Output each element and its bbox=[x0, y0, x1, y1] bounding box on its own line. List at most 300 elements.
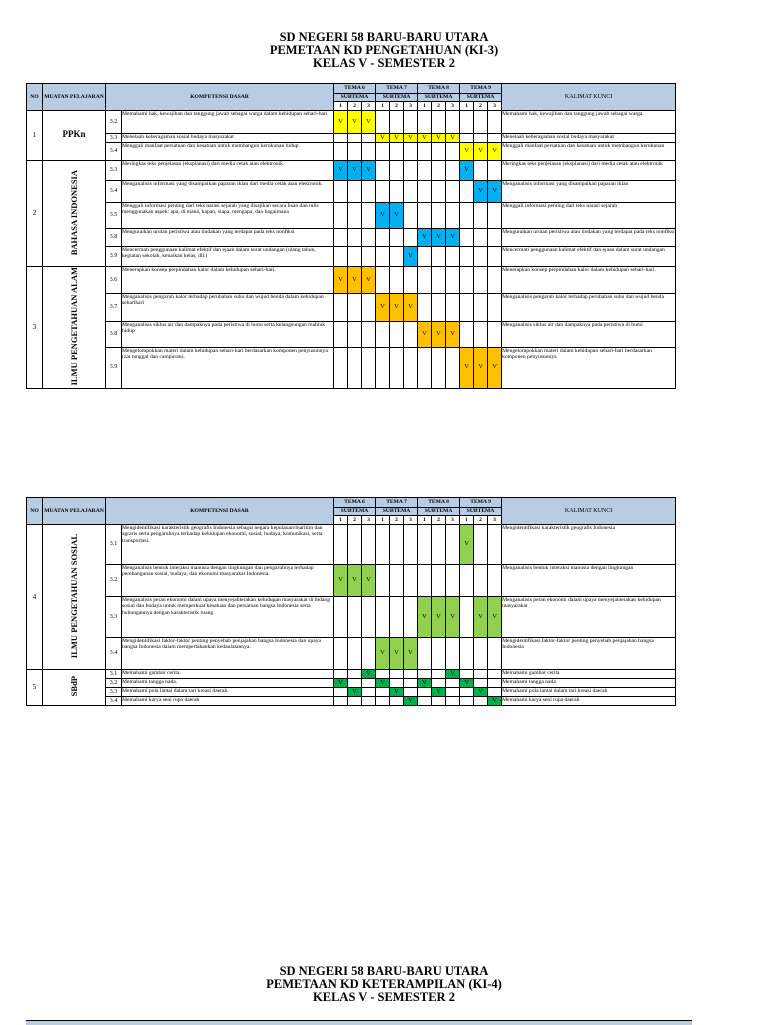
subtema-empty-cell bbox=[432, 525, 446, 565]
subtema-empty-cell bbox=[334, 134, 348, 143]
header-kalimat-kunci: KALIMAT KUNCI bbox=[502, 498, 676, 525]
table-row bbox=[27, 267, 676, 294]
subtema-empty-cell bbox=[334, 293, 348, 321]
subtema-check-cell: V bbox=[404, 638, 418, 670]
kd-code: 3.2 bbox=[106, 111, 122, 134]
subtema-empty-cell bbox=[488, 679, 502, 688]
subtema-empty-cell bbox=[418, 161, 432, 181]
header-subtema: SUBTEMA bbox=[460, 94, 502, 102]
kd-text: Menganalisis peran ekonomi dalam upaya menyejahterakan kehidupan masyarakat di bidang sosial dan budaya untuk memperkuat kesatuan dan persatuan bangsa Indonesia serta hubungannya dengan karakteristik ruang bbox=[122, 597, 334, 638]
subtema-empty-cell bbox=[488, 525, 502, 565]
subtema-empty-cell bbox=[446, 347, 460, 388]
subtema-empty-cell bbox=[460, 322, 474, 347]
subtema-empty-cell bbox=[488, 688, 502, 697]
subtema-check-cell: V bbox=[446, 134, 460, 143]
subtema-empty-cell bbox=[376, 111, 390, 134]
subtema-empty-cell bbox=[334, 670, 348, 679]
subtema-empty-cell bbox=[362, 679, 376, 688]
header-subtema-number: 2 bbox=[348, 516, 362, 525]
subtema-empty-cell bbox=[418, 697, 432, 706]
header-no: NO bbox=[27, 84, 43, 111]
subtema-check-cell: V bbox=[334, 565, 348, 597]
subtema-check-cell: V bbox=[418, 679, 432, 688]
subtema-empty-cell bbox=[418, 565, 432, 597]
subtema-empty-cell bbox=[432, 697, 446, 706]
subtema-empty-cell bbox=[446, 688, 460, 697]
subtema-empty-cell bbox=[390, 347, 404, 388]
kd-mapping-table bbox=[26, 83, 676, 389]
subtema-check-cell: V bbox=[488, 181, 502, 203]
kd-mapping-table bbox=[26, 497, 676, 706]
kd-code: 3.2 bbox=[106, 565, 122, 597]
table-row bbox=[27, 247, 676, 267]
subtema-check-cell: V bbox=[474, 181, 488, 203]
subtema-empty-cell bbox=[432, 267, 446, 294]
subtema-check-cell: V bbox=[488, 697, 502, 706]
subtema-empty-cell bbox=[376, 670, 390, 679]
row-number: 5 bbox=[27, 670, 43, 706]
header-kompetensi-dasar: KOMPETENSI DASAR bbox=[106, 498, 334, 525]
subtema-empty-cell bbox=[418, 525, 432, 565]
kd-code: 3.8 bbox=[106, 229, 122, 247]
kalimat-kunci-text: Mengidentifikasi karakteristik geografis Indonesia bbox=[502, 525, 676, 565]
subtema-check-cell: V bbox=[460, 525, 474, 565]
subtema-empty-cell bbox=[446, 525, 460, 565]
subtema-check-cell: V bbox=[362, 111, 376, 134]
table-row bbox=[27, 322, 676, 347]
subtema-empty-cell bbox=[348, 670, 362, 679]
subtema-empty-cell bbox=[432, 203, 446, 229]
subtema-empty-cell bbox=[390, 161, 404, 181]
subtema-empty-cell bbox=[362, 697, 376, 706]
subtema-empty-cell bbox=[376, 143, 390, 161]
header-subtema-number: 3 bbox=[362, 516, 376, 525]
header-subtema-number: 2 bbox=[390, 516, 404, 525]
subtema-check-cell: V bbox=[460, 143, 474, 161]
kalimat-kunci-text: Menganalisis informasi yang disampaikan paparan iklan bbox=[502, 181, 676, 203]
subtema-empty-cell bbox=[488, 203, 502, 229]
subtema-empty-cell bbox=[488, 247, 502, 267]
subtema-empty-cell bbox=[334, 525, 348, 565]
subtema-empty-cell bbox=[432, 181, 446, 203]
header-subtema-number: 2 bbox=[474, 102, 488, 111]
kd-text: Menerapkan konsep perpindahan kalor dalam kehidupan sehari-hari. bbox=[122, 267, 334, 294]
subject-name: ILMU PENGETAHUAN ALAM bbox=[68, 267, 79, 386]
kalimat-kunci-text: Memahami hak, kewajiban dan tanggung jawab sebagai warga bbox=[502, 111, 676, 134]
subtema-empty-cell bbox=[446, 697, 460, 706]
kalimat-kunci-text: Mengelompokkan materi dalam kehidupan sehari-hari berdasarkan komponen penyusunnya bbox=[502, 347, 676, 388]
table-row bbox=[27, 111, 676, 134]
subtema-empty-cell bbox=[488, 322, 502, 347]
subtema-empty-cell bbox=[418, 347, 432, 388]
subtema-empty-cell bbox=[376, 181, 390, 203]
subtema-empty-cell bbox=[418, 143, 432, 161]
subtema-empty-cell bbox=[404, 679, 418, 688]
document-title: PEMETAAN KD PENGETAHUAN (KI-3) bbox=[269, 43, 499, 57]
table-row bbox=[27, 679, 676, 688]
subtema-empty-cell bbox=[348, 525, 362, 565]
subtema-empty-cell bbox=[418, 670, 432, 679]
kalimat-kunci-text: Memahami karya seni rupa daerah bbox=[502, 697, 676, 706]
subtema-empty-cell bbox=[348, 203, 362, 229]
header-subtema-number: 1 bbox=[418, 516, 432, 525]
table-row bbox=[27, 143, 676, 161]
kd-text: Mengidentifikasi faktor-faktor penting penyebab penjajahan bangsa Indonesia dan upaya bangsa Indonesia dalam mempertahankan kedaulatannya. bbox=[122, 638, 334, 670]
subtema-empty-cell bbox=[446, 679, 460, 688]
header-subtema-number: 3 bbox=[446, 516, 460, 525]
subtema-empty-cell bbox=[404, 161, 418, 181]
subtema-empty-cell bbox=[390, 322, 404, 347]
kd-code: 3.1 bbox=[106, 670, 122, 679]
kalimat-kunci-text: Memahami gambar cerita bbox=[502, 670, 676, 679]
header-tema-6: TEMA 6 bbox=[334, 498, 376, 508]
table-row bbox=[27, 697, 676, 706]
subject-name: PPKn bbox=[62, 129, 86, 140]
kalimat-kunci-text: Memahami tangga nada bbox=[502, 679, 676, 688]
kd-code: 3.4 bbox=[106, 181, 122, 203]
subtema-empty-cell bbox=[432, 161, 446, 181]
subtema-check-cell: V bbox=[474, 597, 488, 638]
header-subtema: SUBTEMA bbox=[376, 94, 418, 102]
kd-text: Menganalisis informasi yang disampaikan paparan iklan dari media cetak atau elektronik. bbox=[122, 181, 334, 203]
subtema-check-cell: V bbox=[446, 597, 460, 638]
school-name-2: SD NEGERI 58 BARU-BARU UTARA bbox=[279, 964, 489, 978]
kd-text: Menganalisis bentuk interaksi manusia dengan lingkungan dan pengaruhnya terhadap pembangunan sosial, budaya, dan ekonomi masyarakat Indonesia. bbox=[122, 565, 334, 597]
kd-code: 3.9 bbox=[106, 347, 122, 388]
header-subtema-number: 1 bbox=[460, 516, 474, 525]
subtema-empty-cell bbox=[488, 565, 502, 597]
subtema-empty-cell bbox=[474, 267, 488, 294]
subtema-check-cell: V bbox=[334, 161, 348, 181]
kd-code: 3.4 bbox=[106, 638, 122, 670]
subtema-empty-cell bbox=[404, 203, 418, 229]
subtema-empty-cell bbox=[390, 111, 404, 134]
subtema-empty-cell bbox=[334, 597, 348, 638]
table-row bbox=[27, 347, 676, 388]
subtema-empty-cell bbox=[348, 293, 362, 321]
subtema-empty-cell bbox=[460, 293, 474, 321]
subtema-empty-cell bbox=[348, 181, 362, 203]
kd-text: Menggali manfaat persatuan dan kesatuan untuk membangun kerukunan hidup. bbox=[122, 143, 334, 161]
subtema-empty-cell bbox=[460, 181, 474, 203]
subtema-empty-cell bbox=[348, 322, 362, 347]
subtema-empty-cell bbox=[446, 111, 460, 134]
header-tema-7: TEMA 7 bbox=[376, 498, 418, 508]
kalimat-kunci-text: Menguraikan urutan peristiwa atau tindakan yang terdapat pada teks nonfiksi bbox=[502, 229, 676, 247]
subtema-empty-cell bbox=[390, 697, 404, 706]
subtema-empty-cell bbox=[404, 565, 418, 597]
subtema-empty-cell bbox=[460, 697, 474, 706]
kd-text: Meringkas teks penjelasan (eksplanasi) dari media cetak atau elektronik. bbox=[122, 161, 334, 181]
subtema-check-cell: V bbox=[488, 347, 502, 388]
subtema-empty-cell bbox=[432, 247, 446, 267]
table-row bbox=[27, 688, 676, 697]
subtema-empty-cell bbox=[488, 267, 502, 294]
subtema-check-cell: V bbox=[362, 565, 376, 597]
header-subtema-number: 2 bbox=[474, 516, 488, 525]
header-subtema-number: 1 bbox=[376, 102, 390, 111]
subtema-check-cell: V bbox=[376, 134, 390, 143]
subject-cell bbox=[43, 267, 106, 389]
subtema-check-cell: V bbox=[348, 161, 362, 181]
kd-text: Menguraikan urutan peristiwa atau tindakan yang terdapat pada teks nonfiksi bbox=[122, 229, 334, 247]
subtema-empty-cell bbox=[334, 143, 348, 161]
header-tema-9: TEMA 9 bbox=[460, 84, 502, 94]
subtema-check-cell: V bbox=[488, 597, 502, 638]
subtema-empty-cell bbox=[460, 565, 474, 597]
row-number: 2 bbox=[27, 161, 43, 267]
subject-cell bbox=[43, 525, 106, 670]
header-subtema: SUBTEMA bbox=[418, 94, 460, 102]
header-subtema: SUBTEMA bbox=[460, 508, 502, 516]
kd-code: 3.3 bbox=[106, 597, 122, 638]
subtema-empty-cell bbox=[418, 638, 432, 670]
subtema-empty-cell bbox=[348, 143, 362, 161]
subtema-empty-cell bbox=[404, 111, 418, 134]
subtema-empty-cell bbox=[418, 203, 432, 229]
table-ki4-header-edge bbox=[26, 1020, 692, 1025]
header-tema-7: TEMA 7 bbox=[376, 84, 418, 94]
subtema-empty-cell bbox=[446, 267, 460, 294]
kalimat-kunci-text: Menggali informasi penting dari teks narasi sejarah bbox=[502, 203, 676, 229]
subtema-empty-cell bbox=[474, 322, 488, 347]
subtema-check-cell: V bbox=[432, 322, 446, 347]
kd-text: Menganalisis siklus air dan dampaknya pada peristiwa di bumi serta kelangsungan mahluk hidup bbox=[122, 322, 334, 347]
subtema-empty-cell bbox=[446, 203, 460, 229]
subtema-empty-cell bbox=[474, 679, 488, 688]
header-tema-6: TEMA 6 bbox=[334, 84, 376, 94]
header-subtema-number: 2 bbox=[432, 102, 446, 111]
kd-code: 3.3 bbox=[106, 688, 122, 697]
kd-text: Mengelompokkan materi dalam kehidupan sehari-hari berdasarkan komponen penyusunnya (zat tunggal dan campuran). bbox=[122, 347, 334, 388]
subtema-empty-cell bbox=[376, 565, 390, 597]
kalimat-kunci-text: Meringkas teks penjelasan (eksplanasi) dari media cetak atau elektronik bbox=[502, 161, 676, 181]
kd-text: Mencermati penggunaan kalimat efektif dan ejaan dalam surat undangan (ulang tahun, kegiatan sekolah, kenaikan kelas, dll.) bbox=[122, 247, 334, 267]
subtema-empty-cell bbox=[432, 679, 446, 688]
header-subtema-number: 1 bbox=[376, 516, 390, 525]
subtema-check-cell: V bbox=[474, 347, 488, 388]
table-row bbox=[27, 161, 676, 181]
subtema-empty-cell bbox=[362, 293, 376, 321]
kalimat-kunci-text: Menelaah keberagaman sosial budaya masyarakat bbox=[502, 134, 676, 143]
subtema-check-cell: V bbox=[390, 134, 404, 143]
subtema-check-cell: V bbox=[376, 679, 390, 688]
kalimat-kunci-text: Menerapkan konsep perpindahan kalor dalam kehidupan sehari-hari. bbox=[502, 267, 676, 294]
kd-code: 3.3 bbox=[106, 134, 122, 143]
subtema-empty-cell bbox=[474, 229, 488, 247]
subtema-empty-cell bbox=[362, 322, 376, 347]
table-row bbox=[27, 134, 676, 143]
subtema-empty-cell bbox=[418, 267, 432, 294]
subtema-empty-cell bbox=[334, 347, 348, 388]
header-muatan: MUATAN PELAJARAN bbox=[43, 84, 106, 111]
subtema-check-cell: V bbox=[390, 203, 404, 229]
subtema-check-cell: V bbox=[390, 293, 404, 321]
header-subtema-number: 1 bbox=[460, 102, 474, 111]
kd-text: Menelaah keberagaman sosial budaya masyarakat bbox=[122, 134, 334, 143]
header-subtema-number: 3 bbox=[488, 102, 502, 111]
header-subtema-number: 2 bbox=[390, 102, 404, 111]
subtema-empty-cell bbox=[474, 670, 488, 679]
subtema-empty-cell bbox=[376, 688, 390, 697]
subtema-empty-cell bbox=[474, 638, 488, 670]
subject-cell bbox=[43, 161, 106, 267]
subtema-empty-cell bbox=[390, 143, 404, 161]
subtema-empty-cell bbox=[488, 638, 502, 670]
subtema-empty-cell bbox=[376, 229, 390, 247]
row-number: 4 bbox=[27, 525, 43, 670]
kd-code: 3.4 bbox=[106, 143, 122, 161]
kalimat-kunci-text: Menganalisis peran ekonomi dalam upaya menyejahterakan kehidupan masyarakat bbox=[502, 597, 676, 638]
subtema-check-cell: V bbox=[460, 161, 474, 181]
subtema-empty-cell bbox=[488, 293, 502, 321]
subtema-empty-cell bbox=[334, 322, 348, 347]
subtema-empty-cell bbox=[390, 565, 404, 597]
subject-cell bbox=[43, 670, 106, 706]
subtema-empty-cell bbox=[474, 565, 488, 597]
kd-text: Menggali informasi penting dari teks narasi sejarah yang disajikan secara lisan dan tulis menggunakan aspek: apa, di mana, kapan, siapa, mengapa, dan bagaimana bbox=[122, 203, 334, 229]
subtema-check-cell: V bbox=[474, 688, 488, 697]
subtema-empty-cell bbox=[334, 181, 348, 203]
subtema-check-cell: V bbox=[432, 688, 446, 697]
subtema-check-cell: V bbox=[362, 267, 376, 294]
table-row bbox=[27, 565, 676, 597]
subtema-empty-cell bbox=[334, 203, 348, 229]
subtema-empty-cell bbox=[488, 161, 502, 181]
kalimat-kunci-text: Menganalisis siklus air dan dampaknya pada peristiwa di bumi bbox=[502, 322, 676, 347]
subtema-empty-cell bbox=[474, 161, 488, 181]
header-subtema-number: 1 bbox=[418, 102, 432, 111]
kd-code: 3.3 bbox=[106, 161, 122, 181]
subtema-empty-cell bbox=[474, 134, 488, 143]
subtema-empty-cell bbox=[460, 670, 474, 679]
subtema-empty-cell bbox=[390, 679, 404, 688]
subtema-empty-cell bbox=[376, 697, 390, 706]
subtema-empty-cell bbox=[460, 267, 474, 294]
header-subtema-number: 1 bbox=[334, 102, 348, 111]
subtema-empty-cell bbox=[474, 697, 488, 706]
header-subtema: SUBTEMA bbox=[334, 94, 376, 102]
subtema-check-cell: V bbox=[348, 111, 362, 134]
kd-code: 3.1 bbox=[106, 525, 122, 565]
header-subtema-number: 1 bbox=[334, 516, 348, 525]
subtema-empty-cell bbox=[460, 597, 474, 638]
subtema-empty-cell bbox=[446, 181, 460, 203]
subtema-empty-cell bbox=[418, 111, 432, 134]
subtema-empty-cell bbox=[334, 638, 348, 670]
subtema-empty-cell bbox=[376, 267, 390, 294]
kd-code: 3.6 bbox=[106, 267, 122, 294]
kd-text: Memahami hak, kewajiban dan tanggung jawab sebagai warga dalam kehidupan sehari-hari. bbox=[122, 111, 334, 134]
subject-cell bbox=[43, 111, 106, 161]
subtema-empty-cell bbox=[348, 679, 362, 688]
subtema-empty-cell bbox=[404, 670, 418, 679]
subtema-empty-cell bbox=[376, 247, 390, 267]
header-subtema: SUBTEMA bbox=[334, 508, 376, 516]
header-no: NO bbox=[27, 498, 43, 525]
subtema-check-cell: V bbox=[376, 203, 390, 229]
table-row bbox=[27, 638, 676, 670]
subtema-empty-cell bbox=[348, 597, 362, 638]
subtema-empty-cell bbox=[376, 525, 390, 565]
subtema-empty-cell bbox=[432, 111, 446, 134]
subtema-check-cell: V bbox=[432, 229, 446, 247]
subtema-check-cell: V bbox=[390, 688, 404, 697]
subtema-empty-cell bbox=[432, 347, 446, 388]
subtema-empty-cell bbox=[376, 597, 390, 638]
subtema-empty-cell bbox=[334, 688, 348, 697]
subtema-check-cell: V bbox=[446, 670, 460, 679]
kalimat-kunci-text: Menganalisis bentuk interaksi manusia dengan lingkungan bbox=[502, 565, 676, 597]
subtema-empty-cell bbox=[376, 322, 390, 347]
subtema-empty-cell bbox=[362, 143, 376, 161]
subtema-empty-cell bbox=[488, 229, 502, 247]
header-subtema: SUBTEMA bbox=[418, 508, 460, 516]
subtema-empty-cell bbox=[376, 161, 390, 181]
subtema-empty-cell bbox=[348, 347, 362, 388]
subtema-empty-cell bbox=[404, 688, 418, 697]
subtema-empty-cell bbox=[362, 229, 376, 247]
subtema-empty-cell bbox=[362, 203, 376, 229]
subtema-empty-cell bbox=[418, 688, 432, 697]
subtema-empty-cell bbox=[362, 247, 376, 267]
subtema-empty-cell bbox=[432, 143, 446, 161]
header-subtema-number: 2 bbox=[432, 516, 446, 525]
subtema-empty-cell bbox=[404, 347, 418, 388]
subtema-empty-cell bbox=[488, 670, 502, 679]
subtema-empty-cell bbox=[446, 638, 460, 670]
subtema-empty-cell bbox=[432, 293, 446, 321]
subtema-empty-cell bbox=[418, 181, 432, 203]
subtema-empty-cell bbox=[348, 638, 362, 670]
subtema-check-cell: V bbox=[446, 229, 460, 247]
subtema-check-cell: V bbox=[348, 267, 362, 294]
subtema-empty-cell bbox=[362, 181, 376, 203]
subtema-check-cell: V bbox=[418, 597, 432, 638]
subtema-empty-cell bbox=[446, 293, 460, 321]
header-subtema-number: 3 bbox=[488, 516, 502, 525]
subtema-empty-cell bbox=[446, 161, 460, 181]
subtema-empty-cell bbox=[418, 293, 432, 321]
subtema-check-cell: V bbox=[390, 638, 404, 670]
subtema-empty-cell bbox=[432, 670, 446, 679]
subtema-empty-cell bbox=[348, 247, 362, 267]
table-row bbox=[27, 670, 676, 679]
title-block-ki4 bbox=[0, 965, 768, 1004]
kd-text: Memahami karya seni rupa daerah bbox=[122, 697, 334, 706]
subtema-empty-cell bbox=[334, 229, 348, 247]
kalimat-kunci-text: Mengidentifikasi faktor-faktor penting penyebab penjajahan bangsa Indonesia bbox=[502, 638, 676, 670]
header-tema-9: TEMA 9 bbox=[460, 498, 502, 508]
kd-code: 3.4 bbox=[106, 697, 122, 706]
subtema-empty-cell bbox=[474, 111, 488, 134]
subtema-check-cell: V bbox=[404, 134, 418, 143]
subtema-empty-cell bbox=[404, 525, 418, 565]
kd-code: 3.5 bbox=[106, 203, 122, 229]
table-row bbox=[27, 293, 676, 321]
subtema-empty-cell bbox=[404, 229, 418, 247]
subtema-empty-cell bbox=[390, 247, 404, 267]
kd-code: 3.2 bbox=[106, 679, 122, 688]
row-number: 1 bbox=[27, 111, 43, 161]
subtema-empty-cell bbox=[348, 134, 362, 143]
subtema-empty-cell bbox=[488, 134, 502, 143]
subtema-empty-cell bbox=[404, 322, 418, 347]
kd-code: 3.7 bbox=[106, 293, 122, 321]
subtema-check-cell: V bbox=[432, 134, 446, 143]
subtema-empty-cell bbox=[474, 247, 488, 267]
subtema-empty-cell bbox=[334, 247, 348, 267]
